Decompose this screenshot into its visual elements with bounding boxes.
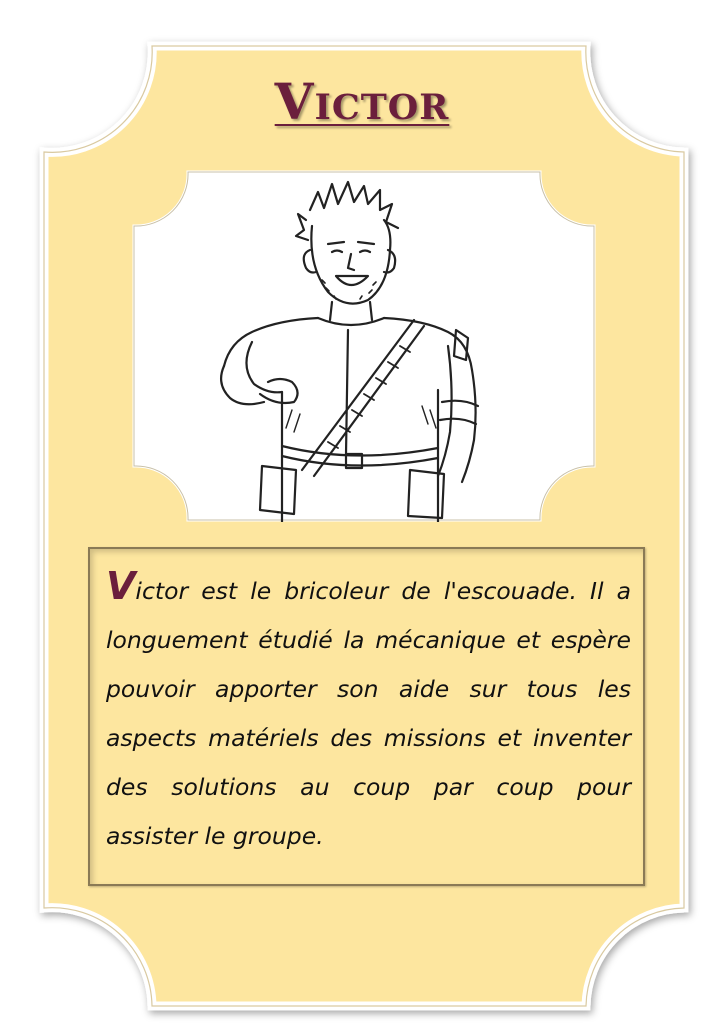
character-description bbox=[106, 564, 631, 861]
character-illustration bbox=[132, 170, 596, 522]
illustration-frame bbox=[134, 172, 594, 520]
card-title: Victor bbox=[274, 72, 450, 131]
description-box bbox=[88, 547, 645, 886]
description-drop-cap: V bbox=[106, 564, 136, 608]
description-text: ictor est le bricoleur de l'escouade. Il a longuement étudié la mécanique et espère pouvoir apporter son aide sur tous les aspects matériels des missions et inventer des solutions au coup par coup pour assister le groupe. bbox=[106, 577, 631, 850]
